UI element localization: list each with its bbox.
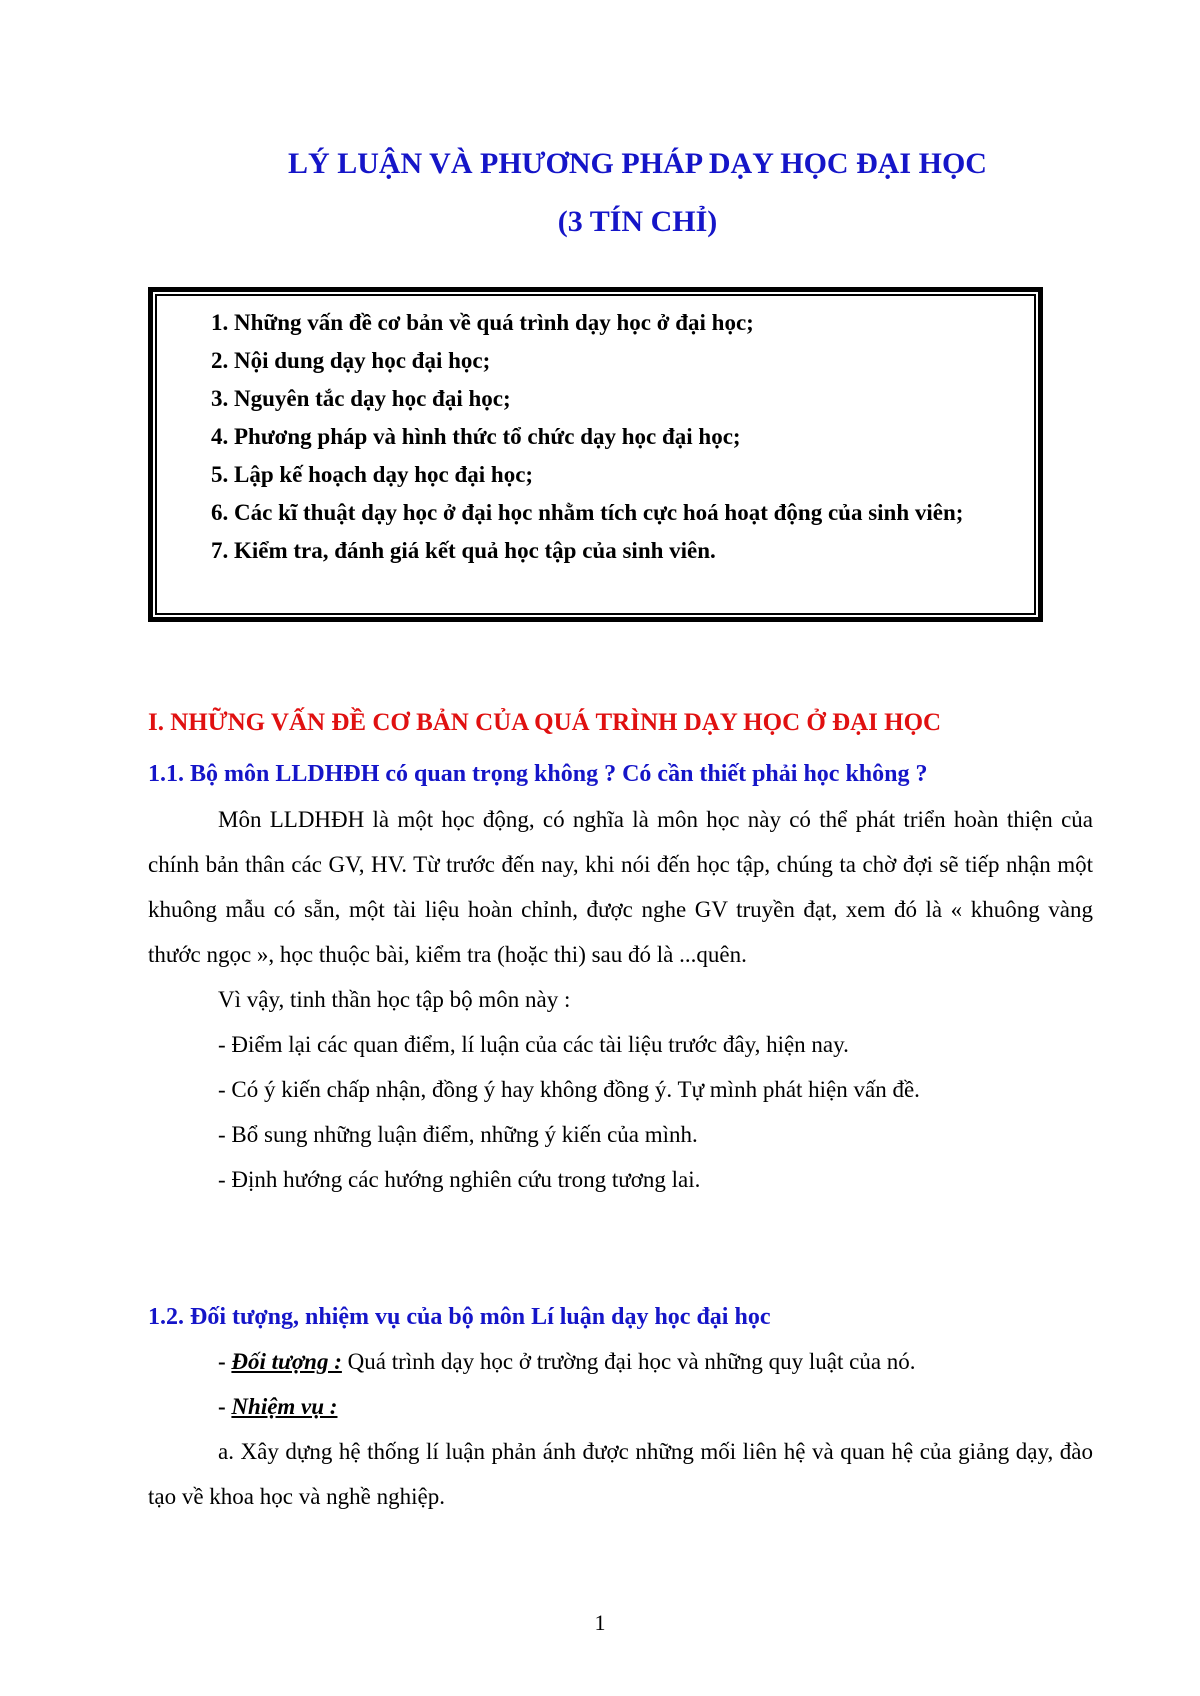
object-line: [148, 1339, 1093, 1384]
bullet-item: - Điểm lại các quan điểm, lí luận của các tài liệu trước đây, hiện nay.: [218, 1032, 849, 1057]
body-paragraph: Môn LLDHĐH là một học động, có nghĩa là môn học này có thể phát triển hoàn thiện của chính bản thân các GV, HV. Từ trước đến nay, khi nói đến học tập, chúng ta chờ đợi sẽ tiếp nhận một khuông mẫu có sẵn, một tài liệu hoàn chỉnh, được nghe GV truyền đạt, xem đó là « khuông vàng thước ngọc », học thuộc bài, kiểm tra (hoặc thi) sau đó là ...quên.: [148, 807, 1093, 967]
object-label: Đối tượng :: [231, 1349, 342, 1374]
toc-item: 5. Lập kế hoạch dạy học đại học;: [211, 462, 534, 487]
body-paragraph: a. Xây dựng hệ thống lí luận phản ánh được những mối liên hệ và quan hệ của giảng dạy, đào tạo về khoa học và nghề nghiệp.: [148, 1439, 1093, 1509]
subsection-heading-1-1: 1.1. Bộ môn LLDHĐH có quan trọng không ? Có cần thiết phải học không ?: [148, 761, 928, 787]
subsection-heading-1-2: 1.2. Đối tượng, nhiệm vụ của bộ môn Lí luận dạy học đại học: [148, 1304, 771, 1330]
task-line: [148, 1384, 1093, 1429]
table-of-contents-box: [148, 287, 1043, 622]
bullet-item: - Có ý kiến chấp nhận, đồng ý hay không đồng ý. Tự mình phát hiện vấn đề.: [218, 1077, 920, 1102]
bullet-item: - Định hướng các hướng nghiên cứu trong tương lai.: [218, 1167, 701, 1192]
section-heading: I. NHỮNG VẤN ĐỀ CƠ BẢN CỦA QUÁ TRÌNH DẠY HỌC Ở ĐẠI HỌC: [148, 709, 942, 736]
document-title: LÝ LUẬN VÀ PHƯƠNG PHÁP DẠY HỌC ĐẠI HỌC: [288, 147, 987, 180]
subsection-1-2-body: [148, 1339, 1093, 1519]
toc-item: 2. Nội dung dạy học đại học;: [211, 348, 491, 373]
task-label: Nhiệm vụ :: [231, 1394, 338, 1419]
toc-item: 6. Các kĩ thuật dạy học ở đại học nhằm tích cực hoá hoạt động của sinh viên;: [211, 500, 964, 525]
task-prefix: -: [218, 1394, 232, 1419]
page-number: 1: [594, 1610, 606, 1635]
object-prefix: -: [218, 1349, 232, 1374]
toc-item: 7. Kiểm tra, đánh giá kết quả học tập của sinh viên.: [211, 538, 716, 563]
object-text: Quá trình dạy học ở trường đại học và những quy luật của nó.: [341, 1349, 916, 1374]
body-paragraph: Vì vậy, tinh thần học tập bộ môn này :: [218, 987, 571, 1012]
toc-item: 1. Những vấn đề cơ bản về quá trình dạy học ở đại học;: [211, 310, 754, 335]
toc-item: 4. Phương pháp và hình thức tổ chức dạy học đại học;: [211, 424, 741, 449]
subsection-1-1-body: [148, 797, 1093, 1202]
toc-list: [175, 304, 1018, 570]
bullet-item: - Bổ sung những luận điểm, những ý kiến của mình.: [218, 1122, 698, 1147]
toc-item: 3. Nguyên tắc dạy học đại học;: [211, 386, 511, 411]
credit-count: (3 TÍN CHỈ): [557, 205, 718, 238]
